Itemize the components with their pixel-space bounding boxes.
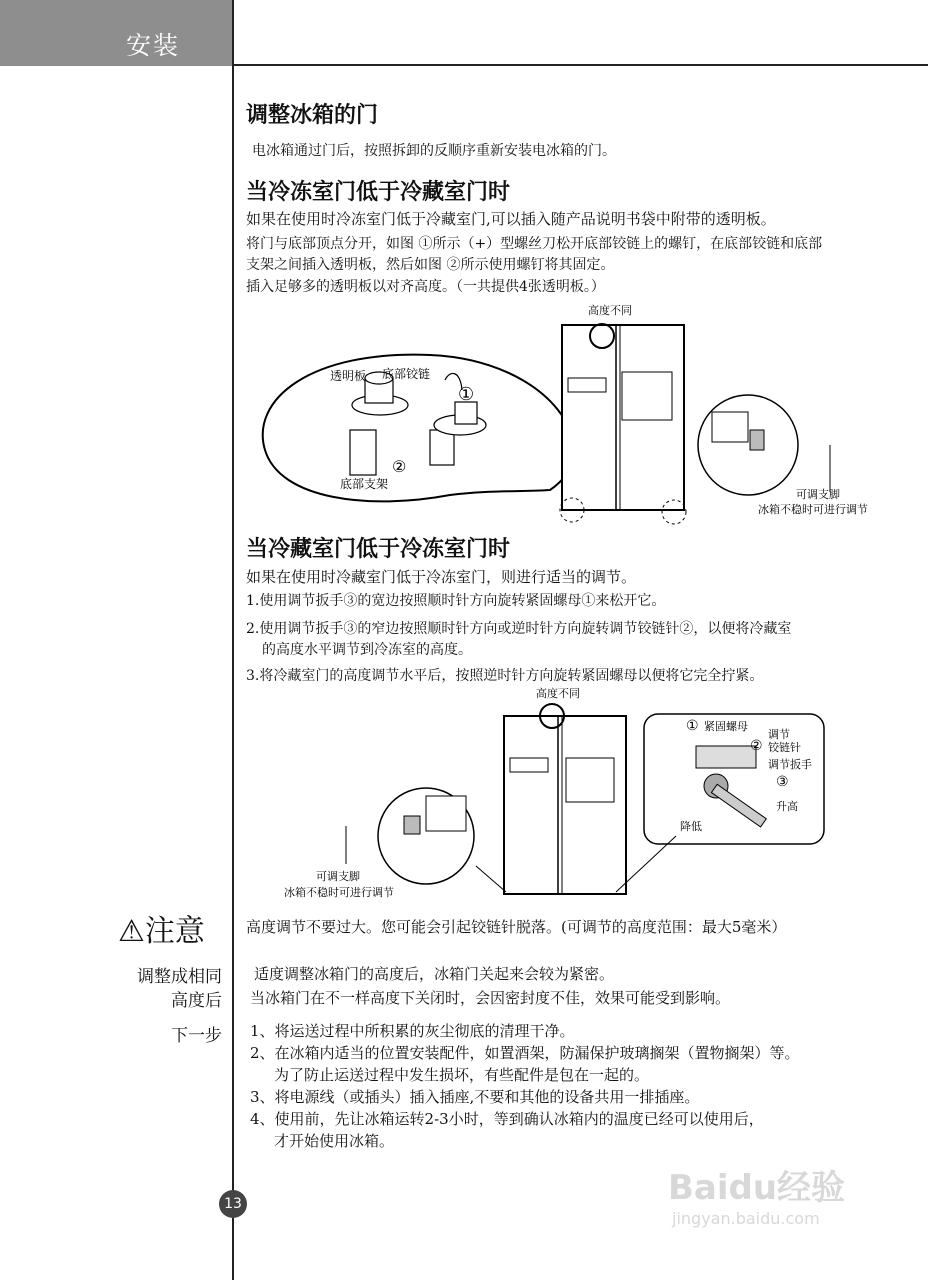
label-bottom-hinge: 底部铰链 <box>382 367 431 381</box>
mark-3-b: ③ <box>776 774 789 790</box>
watermark-brand: Baidu经验 <box>668 1168 846 1208</box>
section-title-fridge-lower: 当冷藏室门低于冷冻室门时 <box>246 537 511 562</box>
section3-step2b: 的高度水平调节到冷冻室的高度。 <box>262 642 472 658</box>
label-bottom-bracket: 底部支架 <box>340 477 389 491</box>
caution-text: 高度调节不要过大。您可能会引起铰链针脱落。(可调节的高度范围：最大5毫米） <box>246 918 787 936</box>
label-nut: 紧固螺母 <box>704 720 748 733</box>
label-height-diff: 高度不同 <box>588 304 632 317</box>
section3-step3: 3.将冷藏室门的高度调节水平后，按照逆时针方向旋转紧固螺母以便将它完全拧紧。 <box>246 668 764 684</box>
label-adjust-note-2: 冰箱不稳时可进行调节 <box>284 886 394 899</box>
after-adjust-line1: 适度调整冰箱门的高度后，冰箱门关起来会较为紧密。 <box>254 965 615 983</box>
after-adjust-line2: 当冰箱门在不一样高度下关闭时，会因密封度不佳，效果可能受到影响。 <box>250 989 731 1007</box>
label-adjust-foot-2: 可调支脚 <box>316 870 360 883</box>
next-item4b: 才开始使用冰箱。 <box>274 1132 395 1150</box>
section2-lead: 如果在使用时冷冻室门低于冷藏室门,可以插入随产品说明书袋中附带的透明板。 <box>246 210 776 228</box>
mark-2-b: ② <box>750 738 763 754</box>
fridge-body-2 <box>504 716 626 894</box>
bracket-left <box>350 430 376 475</box>
side-next-step: 下一步 <box>171 1026 222 1046</box>
watermark-url: jingyan.baidu.com <box>672 1209 820 1228</box>
caution-label: ⚠注意 <box>118 914 205 949</box>
label-adjust-foot: 可调支脚 <box>796 488 840 501</box>
side-after-adjust-1: 调整成相同 <box>137 967 222 987</box>
section-title-freezer-lower: 当冷冻室门低于冷藏室门时 <box>246 180 511 205</box>
header-tab <box>0 0 232 66</box>
section2-line3: 插入足够多的透明板以对齐高度。（一共提供4张透明板。） <box>246 279 605 295</box>
bracket-right <box>430 430 454 465</box>
label-height-diff-2: 高度不同 <box>536 687 580 700</box>
figure-freezer-lower <box>250 300 890 530</box>
label-raise: 升高 <box>776 800 798 813</box>
foot-callout <box>698 395 798 495</box>
label-transparent-plate: 透明板 <box>330 369 367 383</box>
next-item3: 3、将电源线（或插头）插入插座,不要和其他的设备共用一排插座。 <box>250 1088 700 1106</box>
next-item2b: 为了防止运送过程中发生损坏，有些配件是包在一起的。 <box>274 1066 650 1084</box>
next-item1: 1、将运送过程中所积累的灰尘彻底的清理干净。 <box>250 1022 575 1040</box>
label-lower: 降低 <box>680 820 702 833</box>
label-hinge-pin-2: 铰链针 <box>768 741 801 754</box>
header-rule <box>232 64 928 66</box>
figure-fridge-lower <box>276 686 836 906</box>
section3-step1: 1.使用调节扳手③的宽边按照顺时针方向旋转紧固螺母①来松开它。 <box>246 593 666 609</box>
mark-1-b: ① <box>686 718 699 734</box>
section3-lead: 如果在使用时冷藏室门低于冷冻室门，则进行适当的调节。 <box>246 568 637 586</box>
next-item4a: 4、使用前，先让冰箱运转2-3小时，等到确认冰箱内的温度已经可以使用后， <box>250 1110 764 1128</box>
section-title-adjust-door: 调整冰箱的门 <box>246 103 379 128</box>
dispenser <box>622 372 672 420</box>
control-panel <box>568 378 606 392</box>
section2-line1: 将门与底部顶点分开，如图 ①所示（+）型螺丝刀松开底部铰链上的螺钉，在底部铰链和底部 <box>246 236 823 252</box>
label-hinge-pin-1: 调节 <box>768 728 790 741</box>
label-adjust-note: 冰箱不稳时可进行调节 <box>758 503 868 516</box>
mark-2: ② <box>392 457 407 476</box>
section1-text: 电冰箱通过门后，按照拆卸的反顺序重新安装电冰箱的门。 <box>252 143 616 159</box>
section3-step2a: 2.使用调节扳手③的窄边按照顺时针方向或逆时针方向旋转调节铰链针②，以便将冷藏室 <box>246 621 792 637</box>
watermark <box>668 1160 845 1228</box>
label-wrench: 调节扳手 <box>768 758 812 771</box>
mark-1: ① <box>458 384 475 405</box>
hinge-callout <box>644 714 824 844</box>
next-item2a: 2、在冰箱内适当的位置安装配件，如置酒架，防漏保护玻璃搁架（置物搁架）等。 <box>250 1044 800 1062</box>
page-number: 13 <box>219 1190 247 1218</box>
header-tab-label: 安装 <box>126 31 181 60</box>
margin-rule <box>232 0 234 1280</box>
section2-line2: 支架之间插入透明板，然后如图 ②所示使用螺钉将其固定。 <box>246 257 615 273</box>
side-after-adjust-2: 高度后 <box>171 991 222 1011</box>
